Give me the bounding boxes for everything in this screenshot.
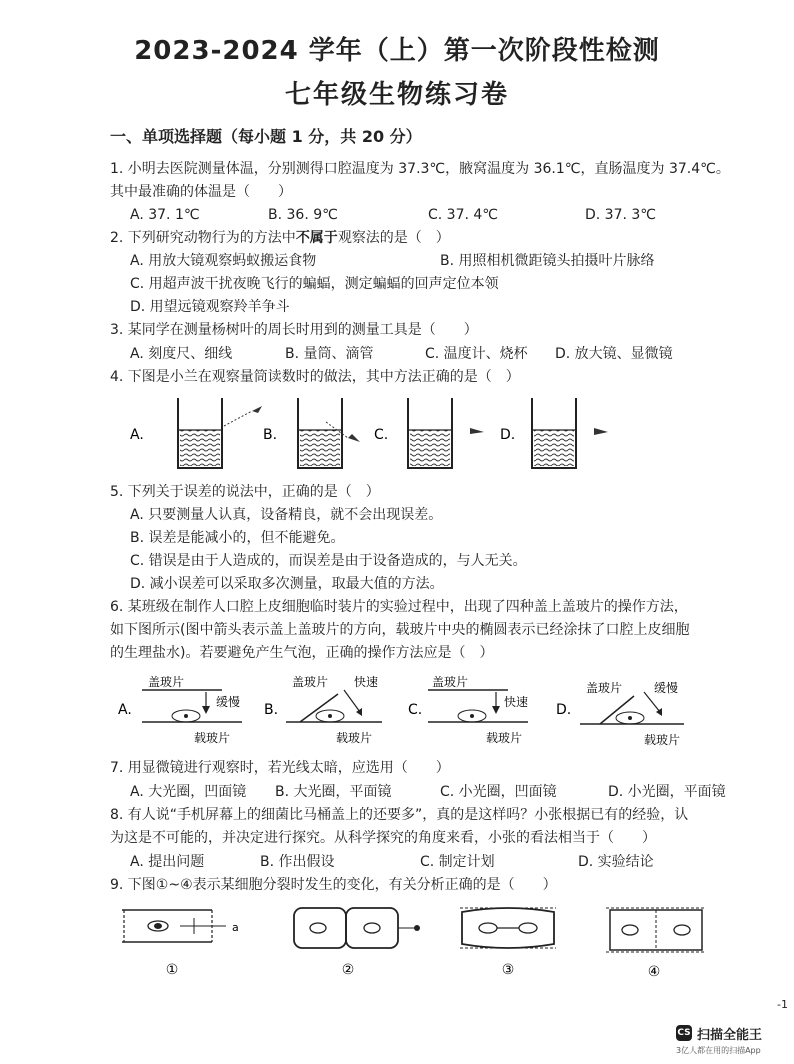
q9-label-2: ②	[341, 962, 355, 978]
q4-cylinder-c	[408, 398, 452, 468]
q3-stem: 3. 某同学在测量杨树叶的周长时用到的测量工具是（ ）	[110, 322, 478, 338]
q5-stem: 5. 下列关于误差的说法中，正确的是（ ）	[110, 484, 380, 500]
q6-b-slide-label: 载玻片	[336, 731, 373, 745]
q6-b-cover-label: 盖玻片	[292, 675, 329, 689]
q5-option-a: A. 只要测量人认真，设备精良，就不会出现误差。	[130, 507, 443, 523]
q3-option-d: D. 放大镜、显微镜	[555, 346, 673, 362]
q6-label-a: A.	[118, 702, 132, 718]
q7-option-d: D. 小光圈，平面镜	[608, 784, 726, 800]
q5-option-d: D. 减小误差可以采取多次测量，取最大值的方法。	[130, 576, 444, 592]
q4-cylinder-figure	[120, 392, 640, 474]
q6-b-speed-label: 快速	[354, 675, 379, 689]
q4-cylinder-b	[298, 398, 342, 468]
q8-option-a: A. 提出问题	[130, 854, 205, 870]
q6-c-slide-label: 载玻片	[486, 731, 523, 745]
q4-eye-a	[224, 406, 262, 426]
q7-option-c: C. 小光圈，凹面镜	[440, 784, 557, 800]
q9-label-3: ③	[501, 962, 515, 978]
q1-option-d: D. 37. 3℃	[585, 207, 657, 223]
q2-option-c: C. 用超声波干扰夜晚飞行的蝙蝠，测定蝙蝠的回声定位本领	[130, 276, 499, 292]
q9-stem: 9. 下图①~④表示某细胞分裂时发生的变化，有关分析正确的是（ ）	[110, 877, 557, 893]
q8-stem-line2: 为这是不可能的，并决定进行探究。从科学探究的角度来看，小张的看法相当于（ ）	[110, 830, 656, 846]
q6-stem-line1: 6. 某班级在制作人口腔上皮细胞临时装片的实验过程中，出现了四种盖上盖玻片的操作方法，	[110, 599, 688, 615]
q6-label-b: B.	[264, 702, 279, 718]
q7-option-b: B. 大光圈，平面镜	[275, 784, 392, 800]
q4-cylinder-a	[178, 398, 222, 468]
q9-cell-division-figure	[110, 900, 710, 990]
q2-option-d: D. 用望远镜观察羚羊争斗	[130, 299, 290, 315]
q6-stem-line2: 如下图所示(图中箭头表示盖上盖玻片的方向，载玻片中央的椭圆表示已经涂抹了口腔上皮细胞	[110, 622, 690, 638]
q6-b-arrow	[344, 690, 360, 712]
q2-option-a: A. 用放大镜观察蚂蚁搬运食物	[130, 253, 317, 269]
q6-a-speed-label: 缓慢	[216, 695, 241, 709]
q6-d-arrow	[644, 692, 660, 712]
q6-coverslip-figure	[114, 672, 694, 752]
q2-stem-emphasis: 不属于	[295, 230, 338, 246]
exam-title: 2023-2024 学年（上）第一次阶段性检测	[134, 36, 660, 66]
q6-d-cover-label: 盖玻片	[586, 681, 623, 695]
q4-eye-c	[470, 428, 484, 434]
q4-eye-d	[594, 428, 608, 435]
q2-stem-post: 观察法的是（ ）	[337, 230, 450, 246]
q7-stem: 7. 用显微镜进行观察时，若光线太暗，应选用（ ）	[110, 760, 450, 776]
q4-stem: 4. 下图是小兰在观察量筒读数时的做法，其中方法正确的是（ ）	[110, 369, 520, 385]
q8-option-c: C. 制定计划	[420, 854, 495, 870]
q9-label-1: ①	[165, 962, 179, 978]
q1-stem-line2: 其中最准确的体温是（ ）	[110, 184, 292, 200]
q4-label-d: D.	[500, 427, 516, 443]
q6-c-cover-label: 盖玻片	[432, 675, 469, 689]
q6-d-speed-label: 缓慢	[654, 681, 679, 695]
q6-a-slide-label: 载玻片	[194, 731, 231, 745]
watermark-brand: 扫描全能王	[697, 1028, 763, 1043]
q6-c-speed-label: 快速	[504, 695, 529, 709]
q9-cell-3	[460, 908, 556, 948]
exam-subtitle: 七年级生物练习卷	[284, 80, 509, 110]
q2-stem	[110, 229, 450, 247]
section-heading: 一、单项选择题（每小题 1 分，共 20 分）	[110, 127, 422, 146]
q9-cell-4	[606, 908, 706, 952]
q9-label-4: ④	[647, 964, 661, 980]
q5-option-b: B. 误差是能减小的，但不能避免。	[130, 530, 345, 546]
q4-label-a: A.	[130, 427, 144, 443]
q4-label-b: B.	[263, 427, 278, 443]
q2-option-b: B. 用照相机微距镜头拍摄叶片脉络	[440, 253, 655, 269]
q1-option-c: C. 37. 4℃	[428, 207, 499, 223]
q2-stem-pre: 2. 下列研究动物行为的方法中	[110, 230, 296, 246]
q3-option-a: A. 刻度尺、细线	[130, 346, 233, 362]
q1-option-a: A. 37. 1℃	[130, 207, 200, 223]
q9-cell-2	[294, 908, 420, 948]
q6-label-c: C.	[408, 702, 423, 718]
camscanner-logo-icon: CS	[676, 1025, 692, 1041]
q9-cell-1	[122, 910, 226, 942]
q9-mark-a: a	[232, 921, 239, 934]
q8-option-b: B. 作出假设	[260, 854, 335, 870]
q6-a-cover-label: 盖玻片	[148, 675, 185, 689]
q4-cylinder-d	[532, 398, 576, 468]
q3-option-b: B. 量筒、滴管	[285, 346, 374, 362]
q6-stem-line3: 的生理盐水)。若要避免产生气泡，正确的操作方法应是（ ）	[110, 645, 494, 661]
q1-option-b: B. 36. 9℃	[268, 207, 338, 223]
q5-option-c: C. 错误是由于人造成的，而误差是由于设备造成的，与人无关。	[130, 553, 527, 569]
q6-d-slide-label: 载玻片	[644, 733, 681, 747]
q8-stem-line1: 8. 有人说“手机屏幕上的细菌比马桶盖上的还要多”，真的是这样吗？小张根据已有的经验，认	[110, 807, 689, 823]
watermark-tagline: 3亿人都在用的扫描App	[676, 1046, 761, 1055]
q6-label-d: D.	[556, 702, 572, 718]
q4-label-c: C.	[374, 427, 389, 443]
q1-stem-line1: 1. 小明去医院测量体温，分别测得口腔温度为 37.3℃，腋窝温度为 36.1℃，直肠温度为 37.4℃。	[110, 161, 730, 177]
q8-option-d: D. 实验结论	[578, 854, 654, 870]
page-number: -1	[777, 998, 788, 1011]
q6-b-coverslip	[300, 694, 338, 722]
q3-option-c: C. 温度计、烧杯	[425, 346, 528, 362]
q7-option-a: A. 大光圈，凹面镜	[130, 784, 247, 800]
